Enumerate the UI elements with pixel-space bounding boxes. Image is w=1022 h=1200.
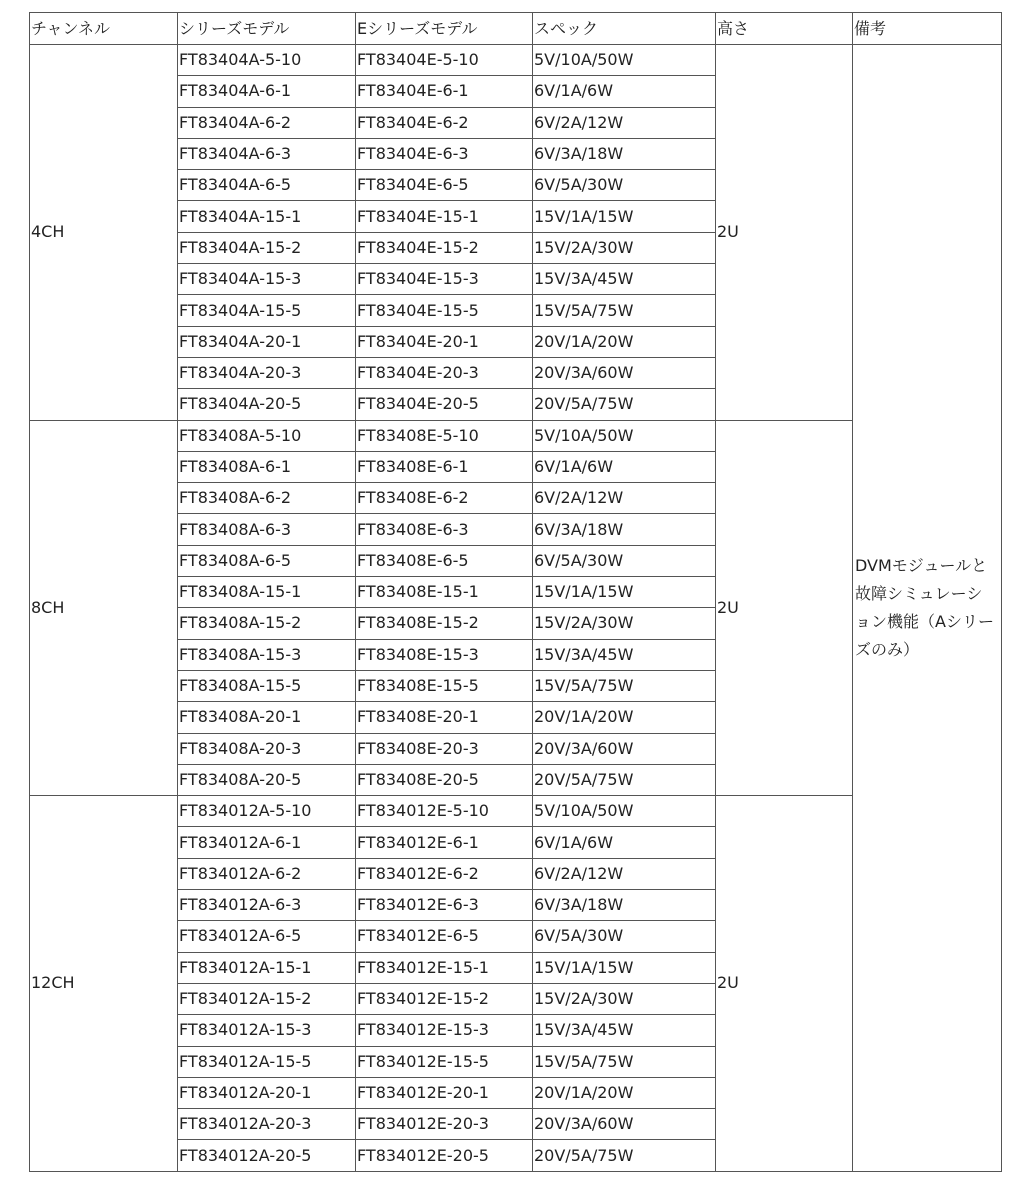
e-series-model-cell: FT83404E-15-5 bbox=[356, 295, 533, 326]
spec-cell: 15V/3A/45W bbox=[533, 639, 716, 670]
note-cell: DVMモジュールと故障シミュレーション機能（Aシリーズのみ） bbox=[853, 45, 1002, 1172]
series-model-cell: FT834012A-15-3 bbox=[178, 1015, 356, 1046]
spec-cell: 6V/3A/18W bbox=[533, 514, 716, 545]
header-spec: スペック bbox=[533, 13, 716, 45]
spec-cell: 15V/1A/15W bbox=[533, 201, 716, 232]
spec-cell: 15V/1A/15W bbox=[533, 952, 716, 983]
spec-cell: 6V/1A/6W bbox=[533, 827, 716, 858]
e-series-model-cell: FT83404E-6-5 bbox=[356, 170, 533, 201]
spec-cell: 20V/5A/75W bbox=[533, 764, 716, 795]
spec-cell: 5V/10A/50W bbox=[533, 45, 716, 76]
series-model-cell: FT83408A-6-1 bbox=[178, 451, 356, 482]
e-series-model-cell: FT83408E-15-5 bbox=[356, 670, 533, 701]
series-model-cell: FT83404A-15-2 bbox=[178, 232, 356, 263]
spec-cell: 6V/5A/30W bbox=[533, 545, 716, 576]
series-model-cell: FT83404A-6-3 bbox=[178, 138, 356, 169]
e-series-model-cell: FT83408E-6-5 bbox=[356, 545, 533, 576]
series-model-cell: FT834012A-5-10 bbox=[178, 796, 356, 827]
e-series-model-cell: FT834012E-5-10 bbox=[356, 796, 533, 827]
header-series-model: シリーズモデル bbox=[178, 13, 356, 45]
table-header bbox=[30, 13, 1002, 45]
series-model-cell: FT834012A-20-3 bbox=[178, 1109, 356, 1140]
spec-cell: 6V/2A/12W bbox=[533, 483, 716, 514]
e-series-model-cell: FT834012E-6-1 bbox=[356, 827, 533, 858]
e-series-model-cell: FT834012E-6-5 bbox=[356, 921, 533, 952]
e-series-model-cell: FT83408E-15-2 bbox=[356, 608, 533, 639]
table-body bbox=[30, 45, 1002, 1172]
spec-cell: 15V/3A/45W bbox=[533, 264, 716, 295]
header-channel: チャンネル bbox=[30, 13, 178, 45]
spec-cell: 6V/5A/30W bbox=[533, 921, 716, 952]
e-series-model-cell: FT834012E-15-5 bbox=[356, 1046, 533, 1077]
spec-cell: 15V/1A/15W bbox=[533, 577, 716, 608]
spec-cell: 15V/5A/75W bbox=[533, 670, 716, 701]
e-series-model-cell: FT83408E-5-10 bbox=[356, 420, 533, 451]
spec-cell: 20V/1A/20W bbox=[533, 326, 716, 357]
header-height: 高さ bbox=[716, 13, 853, 45]
spec-cell: 15V/3A/45W bbox=[533, 1015, 716, 1046]
e-series-model-cell: FT834012E-15-1 bbox=[356, 952, 533, 983]
e-series-model-cell: FT83408E-20-3 bbox=[356, 733, 533, 764]
series-model-cell: FT83408A-15-2 bbox=[178, 608, 356, 639]
series-model-cell: FT83404A-20-3 bbox=[178, 357, 356, 388]
series-model-cell: FT834012A-15-2 bbox=[178, 983, 356, 1014]
series-model-cell: FT834012A-6-1 bbox=[178, 827, 356, 858]
e-series-model-cell: FT83408E-6-3 bbox=[356, 514, 533, 545]
series-model-cell: FT83404A-6-5 bbox=[178, 170, 356, 201]
series-model-cell: FT834012A-20-5 bbox=[178, 1140, 356, 1171]
series-model-cell: FT83408A-15-3 bbox=[178, 639, 356, 670]
height-cell: 2U bbox=[716, 45, 853, 421]
e-series-model-cell: FT834012E-20-3 bbox=[356, 1109, 533, 1140]
height-cell: 2U bbox=[716, 420, 853, 796]
e-series-model-cell: FT83404E-20-5 bbox=[356, 389, 533, 420]
e-series-model-cell: FT83404E-5-10 bbox=[356, 45, 533, 76]
series-model-cell: FT83404A-15-5 bbox=[178, 295, 356, 326]
e-series-model-cell: FT83404E-6-3 bbox=[356, 138, 533, 169]
series-model-cell: FT83404A-15-1 bbox=[178, 201, 356, 232]
spec-cell: 6V/3A/18W bbox=[533, 138, 716, 169]
e-series-model-cell: FT834012E-15-2 bbox=[356, 983, 533, 1014]
series-model-cell: FT83408A-5-10 bbox=[178, 420, 356, 451]
series-model-cell: FT83408A-6-3 bbox=[178, 514, 356, 545]
spec-cell: 6V/1A/6W bbox=[533, 76, 716, 107]
e-series-model-cell: FT83404E-15-1 bbox=[356, 201, 533, 232]
spec-cell: 20V/5A/75W bbox=[533, 1140, 716, 1171]
series-model-cell: FT834012A-15-5 bbox=[178, 1046, 356, 1077]
e-series-model-cell: FT83408E-20-1 bbox=[356, 702, 533, 733]
e-series-model-cell: FT83404E-6-2 bbox=[356, 107, 533, 138]
spec-cell: 15V/5A/75W bbox=[533, 1046, 716, 1077]
spec-cell: 15V/2A/30W bbox=[533, 608, 716, 639]
spec-cell: 5V/10A/50W bbox=[533, 420, 716, 451]
e-series-model-cell: FT834012E-6-2 bbox=[356, 858, 533, 889]
header-e-series-model: Eシリーズモデル bbox=[356, 13, 533, 45]
spec-cell: 6V/5A/30W bbox=[533, 170, 716, 201]
e-series-model-cell: FT83408E-6-1 bbox=[356, 451, 533, 482]
e-series-model-cell: FT83404E-15-2 bbox=[356, 232, 533, 263]
spec-cell: 20V/3A/60W bbox=[533, 1109, 716, 1140]
e-series-model-cell: FT83408E-15-1 bbox=[356, 577, 533, 608]
series-model-cell: FT834012A-6-3 bbox=[178, 890, 356, 921]
e-series-model-cell: FT834012E-15-3 bbox=[356, 1015, 533, 1046]
series-model-cell: FT83404A-6-1 bbox=[178, 76, 356, 107]
channel-cell: 4CH bbox=[30, 45, 178, 421]
spec-cell: 20V/3A/60W bbox=[533, 733, 716, 764]
series-model-cell: FT83408A-20-3 bbox=[178, 733, 356, 764]
series-model-cell: FT83404A-20-5 bbox=[178, 389, 356, 420]
spec-cell: 5V/10A/50W bbox=[533, 796, 716, 827]
spec-cell: 15V/5A/75W bbox=[533, 295, 716, 326]
table-row bbox=[30, 45, 1002, 76]
spec-cell: 6V/1A/6W bbox=[533, 451, 716, 482]
spec-cell: 20V/1A/20W bbox=[533, 1077, 716, 1108]
e-series-model-cell: FT83408E-6-2 bbox=[356, 483, 533, 514]
series-model-cell: FT83408A-15-1 bbox=[178, 577, 356, 608]
series-model-cell: FT83408A-20-1 bbox=[178, 702, 356, 733]
series-model-cell: FT834012A-6-2 bbox=[178, 858, 356, 889]
e-series-model-cell: FT83404E-6-1 bbox=[356, 76, 533, 107]
series-model-cell: FT83408A-6-2 bbox=[178, 483, 356, 514]
spec-cell: 15V/2A/30W bbox=[533, 983, 716, 1014]
series-model-cell: FT834012A-15-1 bbox=[178, 952, 356, 983]
series-model-cell: FT83408A-20-5 bbox=[178, 764, 356, 795]
series-model-cell: FT83408A-6-5 bbox=[178, 545, 356, 576]
height-cell: 2U bbox=[716, 796, 853, 1172]
spec-cell: 20V/5A/75W bbox=[533, 389, 716, 420]
series-model-cell: FT834012A-20-1 bbox=[178, 1077, 356, 1108]
e-series-model-cell: FT83408E-15-3 bbox=[356, 639, 533, 670]
e-series-model-cell: FT834012E-20-5 bbox=[356, 1140, 533, 1171]
product-spec-table bbox=[29, 12, 1002, 1172]
e-series-model-cell: FT83408E-20-5 bbox=[356, 764, 533, 795]
series-model-cell: FT83404A-6-2 bbox=[178, 107, 356, 138]
spec-cell: 20V/1A/20W bbox=[533, 702, 716, 733]
e-series-model-cell: FT83404E-15-3 bbox=[356, 264, 533, 295]
spec-cell: 6V/3A/18W bbox=[533, 890, 716, 921]
series-model-cell: FT83408A-15-5 bbox=[178, 670, 356, 701]
e-series-model-cell: FT83404E-20-3 bbox=[356, 357, 533, 388]
e-series-model-cell: FT83404E-20-1 bbox=[356, 326, 533, 357]
header-row bbox=[30, 13, 1002, 45]
channel-cell: 12CH bbox=[30, 796, 178, 1172]
spec-cell: 20V/3A/60W bbox=[533, 357, 716, 388]
series-model-cell: FT83404A-5-10 bbox=[178, 45, 356, 76]
header-note: 備考 bbox=[853, 13, 1002, 45]
series-model-cell: FT83404A-20-1 bbox=[178, 326, 356, 357]
e-series-model-cell: FT834012E-20-1 bbox=[356, 1077, 533, 1108]
series-model-cell: FT83404A-15-3 bbox=[178, 264, 356, 295]
spec-cell: 6V/2A/12W bbox=[533, 107, 716, 138]
spec-cell: 15V/2A/30W bbox=[533, 232, 716, 263]
e-series-model-cell: FT834012E-6-3 bbox=[356, 890, 533, 921]
series-model-cell: FT834012A-6-5 bbox=[178, 921, 356, 952]
channel-cell: 8CH bbox=[30, 420, 178, 796]
spec-cell: 6V/2A/12W bbox=[533, 858, 716, 889]
